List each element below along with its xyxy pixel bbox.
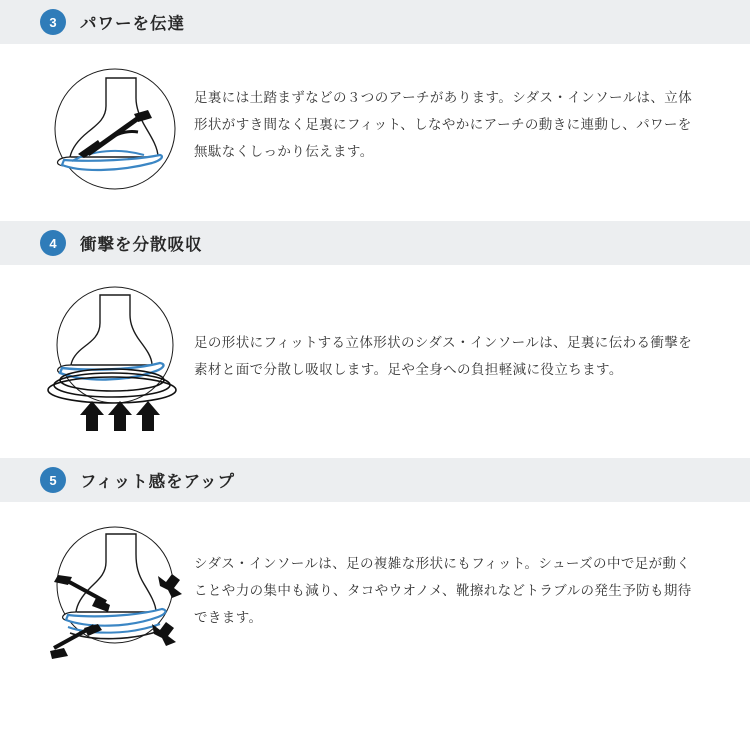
- section-number-badge: 3: [40, 9, 66, 35]
- section-heading: 衝撃を分散吸収: [80, 236, 203, 254]
- section-body-5: [0, 502, 750, 673]
- section-body-3: [0, 44, 750, 215]
- section-power-transfer: [0, 0, 750, 215]
- section-gap-2: [0, 436, 750, 458]
- section-header-5: [0, 458, 750, 502]
- section-number-badge: 5: [40, 467, 66, 493]
- foot-fit-improvement-diagram: [40, 520, 190, 655]
- section-heading: フィット感をアップ: [80, 473, 236, 491]
- section-text: 足の形状にフィットする立体形状のシダス・インソールは、足裏に伝わる衝撃を素材と面で分散し吸収します。足や全身への負担軽減に役立ちます。: [194, 335, 693, 377]
- section-text: シダス・インソールは、足の複雑な形状にもフィット。シューズの中で足が動くことや力の集中も減り、タコやウオノメ、靴擦れなどトラブルの発生予防も期待できます。: [194, 556, 692, 625]
- section-number-badge: 4: [40, 230, 66, 256]
- section-body-4: [0, 265, 750, 436]
- section-header-4: [0, 221, 750, 265]
- section-heading: パワーを伝達: [80, 15, 185, 33]
- foot-arch-power-transfer-diagram: [40, 62, 190, 197]
- section-header-3: [0, 0, 750, 44]
- foot-shock-absorption-diagram: [40, 283, 190, 418]
- section-text: 足裏には土踏まずなどの３つのアーチがあります。シダス・インソールは、立体形状がすき間なく足裏にフィット、しなやかにアーチの動きに連動し、パワーを無駄なくしっかり伝えます。: [194, 90, 693, 159]
- section-fit-improvement: [0, 458, 750, 673]
- section-shock-absorption: [0, 221, 750, 436]
